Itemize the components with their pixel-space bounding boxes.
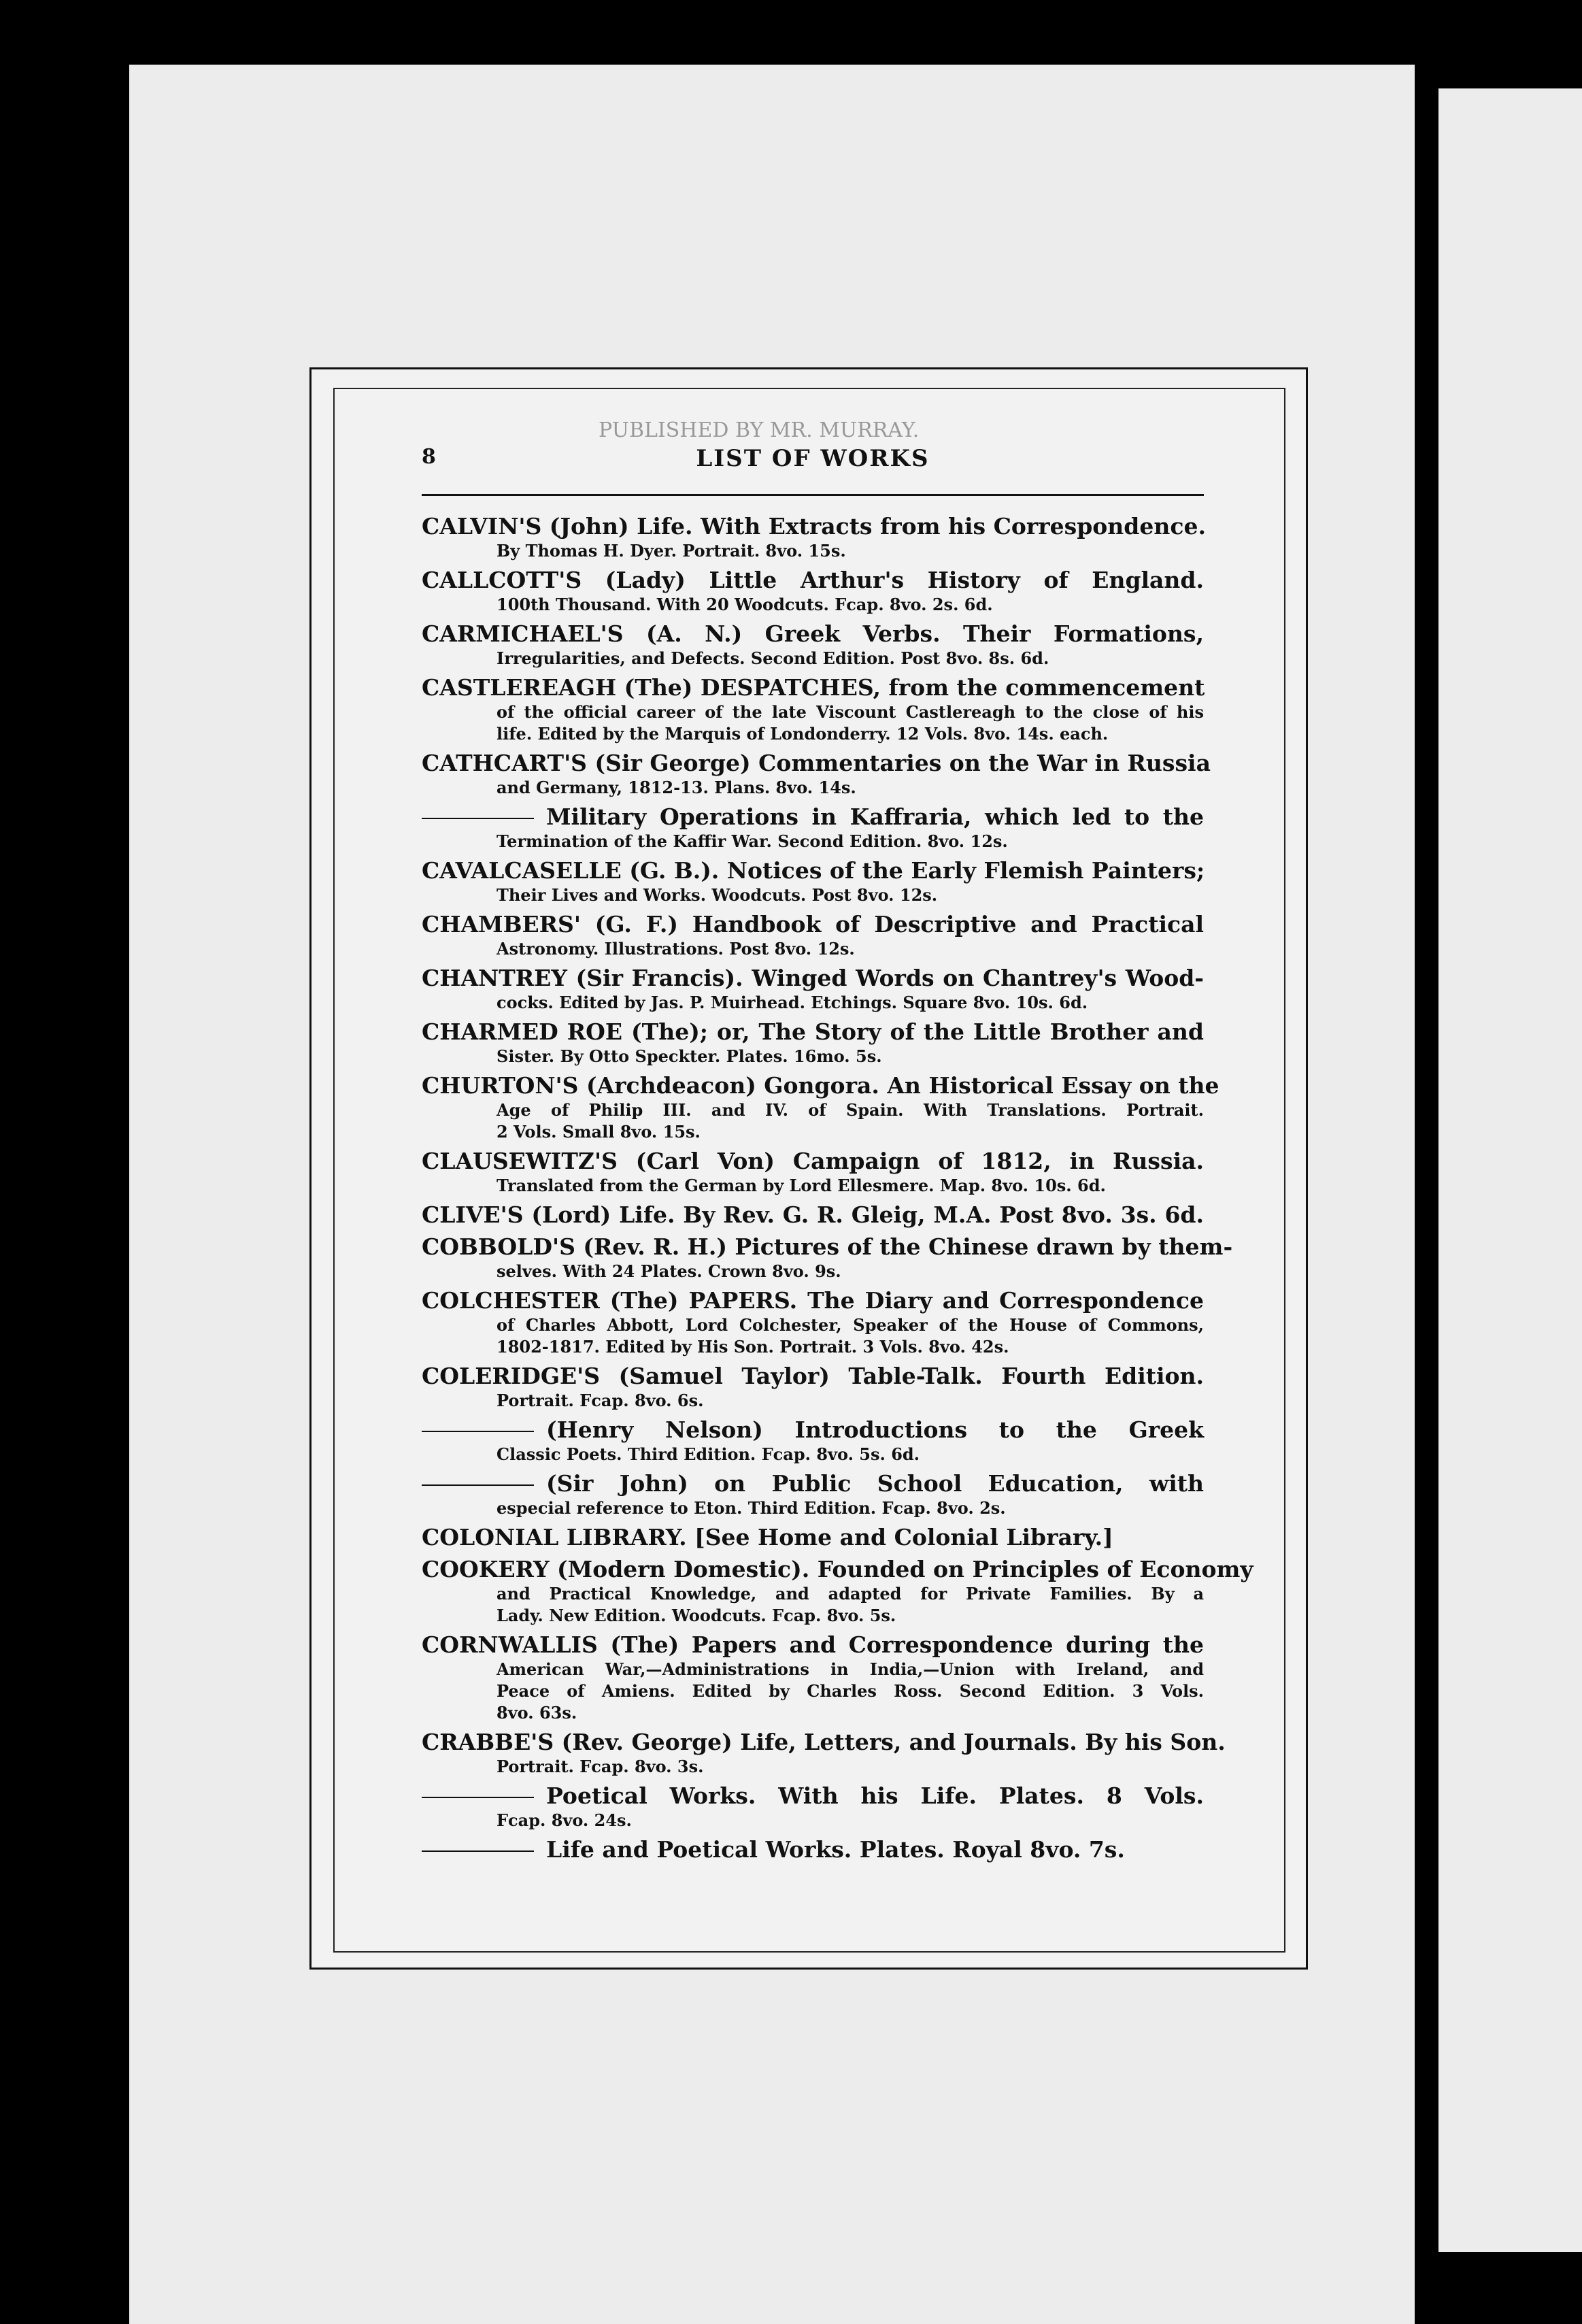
- entry-title-text: COLONIAL LIBRARY. [See Home and Colonial Library.]: [422, 1524, 1113, 1550]
- ditto-dash: [422, 1484, 534, 1486]
- list-item: [422, 1362, 1204, 1412]
- entry-detail: Lady. New Edition. Woodcuts. Fcap. 8vo. 5s.: [497, 1606, 896, 1625]
- entry-title: [422, 803, 1204, 831]
- entry-title-text: CHAMBERS' (G. F.) Handbook of Descriptive and Practical: [422, 911, 1204, 937]
- entry-detail: especial reference to Eton. Third Edition. Fcap. 8vo. 2s.: [497, 1498, 1006, 1518]
- entry-title-text: (Henry Nelson) Introductions to the Greek: [546, 1416, 1204, 1443]
- page-number: 8: [422, 445, 436, 469]
- entry-title: [422, 1286, 1204, 1314]
- entry-detail: and Practical Knowledge, and adapted for Private Families. By a: [497, 1584, 1204, 1604]
- entry-title: [422, 566, 1204, 594]
- entry-title: [422, 964, 1204, 992]
- entry-title: [422, 1233, 1233, 1261]
- entry-title: [422, 1362, 1204, 1390]
- list-item: [422, 1782, 1204, 1831]
- entry-title-text: CATHCART'S (Sir George) Commentaries on the War in Russia: [422, 750, 1211, 776]
- entry-title-text: CALLCOTT'S (Lady) Little Arthur's History of England.: [422, 567, 1204, 593]
- list-item: [422, 1523, 1204, 1551]
- entry-title-text: CASTLEREAGH (The) DESPATCHES, from the commencement: [422, 674, 1205, 701]
- entry-detail: American War,—Administrations in India,—Union with Ireland, and: [497, 1659, 1204, 1679]
- list-item: [422, 1233, 1233, 1282]
- entry-title-text: CRABBE'S (Rev. George) Life, Letters, and Journals. By his Son.: [422, 1729, 1226, 1755]
- entry-title-text: CORNWALLIS (The) Papers and Correspondence during the: [422, 1631, 1204, 1658]
- entry-title: [422, 1728, 1226, 1756]
- entry-detail: Translated from the German by Lord Ellesmere. Map. 8vo. 10s. 6d.: [497, 1176, 1106, 1195]
- list-item: [422, 674, 1204, 745]
- entry-title: [422, 1782, 1204, 1810]
- entry-title-text: Life and Poetical Works. Plates. Royal 8vo. 7s.: [546, 1836, 1125, 1863]
- page-content: [422, 435, 1253, 1868]
- entry-title-text: (Sir John) on Public School Education, with: [546, 1470, 1204, 1497]
- entry-detail: Peace of Amiens. Edited by Charles Ross. Second Edition. 3 Vols.: [497, 1681, 1204, 1701]
- entry-title-text: CALVIN'S (John) Life. With Extracts from his Correspondence.: [422, 513, 1206, 540]
- entry-title: [422, 749, 1211, 777]
- entry-title-text: CHURTON'S (Archdeacon) Gongora. An Historical Essay on the: [422, 1072, 1219, 1099]
- entry-detail: Sister. By Otto Speckter. Plates. 16mo. 5s.: [497, 1046, 882, 1066]
- entry-detail: Fcap. 8vo. 24s.: [497, 1810, 632, 1830]
- list-item: [422, 1728, 1226, 1778]
- list-item: [422, 1416, 1204, 1465]
- entry-detail: Portrait. Fcap. 8vo. 6s.: [497, 1391, 704, 1410]
- entry-title: [422, 1201, 1204, 1229]
- entry-title-text: COLCHESTER (The) PAPERS. The Diary and Correspondence: [422, 1287, 1204, 1314]
- page-header: [422, 435, 1204, 476]
- entry-title: [422, 857, 1204, 884]
- ditto-dash: [422, 1850, 534, 1852]
- list-item: [422, 1201, 1204, 1229]
- list-item: [422, 1470, 1204, 1519]
- entry-title-text: COBBOLD'S (Rev. R. H.) Pictures of the Chinese drawn by them-: [422, 1233, 1233, 1260]
- entry-title: [422, 674, 1204, 701]
- list-item: [422, 910, 1204, 960]
- entry-detail: cocks. Edited by Jas. P. Muirhead. Etchings. Square 8vo. 10s. 6d.: [497, 993, 1088, 1012]
- entry-detail: Irregularities, and Defects. Second Edition. Post 8vo. 8s. 6d.: [497, 648, 1049, 668]
- entry-title-text: Military Operations in Kaffraria, which led to the: [546, 803, 1204, 830]
- entry-detail: Portrait. Fcap. 8vo. 3s.: [497, 1757, 704, 1776]
- list-item: [422, 1018, 1204, 1067]
- entry-detail: life. Edited by the Marquis of Londonderry. 12 Vols. 8vo. 14s. each.: [497, 724, 1109, 744]
- entry-detail: Age of Philip III. and IV. of Spain. With Translations. Portrait.: [497, 1100, 1204, 1120]
- entry-title-text: CLIVE'S (Lord) Life. By Rev. G. R. Gleig, M.A. Post 8vo. 3s. 6d.: [422, 1201, 1204, 1228]
- entry-detail: selves. With 24 Plates. Crown 8vo. 9s.: [497, 1261, 841, 1281]
- entry-detail: Their Lives and Works. Woodcuts. Post 8vo. 12s.: [497, 885, 938, 905]
- list-item: [422, 1147, 1204, 1197]
- entry-detail: Astronomy. Illustrations. Post 8vo. 12s.: [497, 939, 855, 959]
- list-item: [422, 512, 1204, 562]
- entry-detail: 100th Thousand. With 20 Woodcuts. Fcap. 8vo. 2s. 6d.: [497, 595, 993, 614]
- list-item: [422, 1555, 1253, 1627]
- list-item: [422, 566, 1204, 616]
- list-item: [422, 964, 1204, 1014]
- ditto-dash: [422, 1797, 534, 1798]
- entry-title: [422, 1631, 1204, 1659]
- entry-title: [422, 1555, 1253, 1583]
- entry-title-text: CARMICHAEL'S (A. N.) Greek Verbs. Their Formations,: [422, 620, 1204, 647]
- entry-title: [422, 1072, 1219, 1099]
- list-item: [422, 1286, 1204, 1358]
- entry-title: [422, 910, 1204, 938]
- ditto-dash: [422, 818, 534, 819]
- list-item: [422, 1631, 1204, 1724]
- list-item: [422, 749, 1211, 799]
- bleed-through-text: PUBLISHED BY MR. MURRAY.: [599, 418, 920, 442]
- entry-detail: and Germany, 1812-13. Plans. 8vo. 14s.: [497, 778, 856, 797]
- entry-title: [422, 1416, 1204, 1444]
- entry-detail: 2 Vols. Small 8vo. 15s.: [497, 1122, 701, 1142]
- entry-title-text: COOKERY (Modern Domestic). Founded on Principles of Economy: [422, 1556, 1253, 1582]
- list-item: [422, 1072, 1219, 1143]
- entry-title: [422, 512, 1204, 540]
- entry-title-text: CLAUSEWITZ'S (Carl Von) Campaign of 1812, in Russia.: [422, 1148, 1204, 1174]
- running-title: LIST OF WORKS: [696, 445, 930, 472]
- entry-title: [422, 1018, 1204, 1046]
- list-item: [422, 803, 1204, 852]
- list-item: [422, 620, 1204, 669]
- entry-title-text: COLERIDGE'S (Samuel Taylor) Table-Talk. Fourth Edition.: [422, 1363, 1204, 1389]
- entry-title: [422, 1523, 1204, 1551]
- entry-title: [422, 1470, 1204, 1497]
- entry-title-text: Poetical Works. With his Life. Plates. 8 Vols.: [546, 1782, 1204, 1809]
- header-rule: [422, 494, 1204, 496]
- entry-detail: 1802-1817. Edited by His Son. Portrait. 3 Vols. 8vo. 42s.: [497, 1337, 1009, 1357]
- entry-detail: 8vo. 63s.: [497, 1703, 577, 1723]
- entry-title: [422, 620, 1204, 648]
- entry-detail: Termination of the Kaffir War. Second Edition. 8vo. 12s.: [497, 831, 1008, 851]
- entry-detail: Classic Poets. Third Edition. Fcap. 8vo. 5s. 6d.: [497, 1444, 920, 1464]
- entry-title: [422, 1836, 1204, 1863]
- list-item: [422, 1836, 1204, 1863]
- works-list: [422, 512, 1253, 1863]
- ditto-dash: [422, 1431, 534, 1432]
- entry-detail: of Charles Abbott, Lord Colchester, Speaker of the House of Commons,: [497, 1315, 1204, 1335]
- entry-detail: By Thomas H. Dyer. Portrait. 8vo. 15s.: [497, 541, 846, 561]
- entry-title-text: CHANTREY (Sir Francis). Winged Words on Chantrey's Wood-: [422, 965, 1204, 991]
- entry-title-text: CAVALCASELLE (G. B.). Notices of the Early Flemish Painters;: [422, 857, 1205, 884]
- entry-title-text: CHARMED ROE (The); or, The Story of the Little Brother and: [422, 1018, 1204, 1045]
- facing-page-edge: [1438, 88, 1582, 2252]
- entry-title: [422, 1147, 1204, 1175]
- list-item: [422, 857, 1204, 906]
- entry-detail: of the official career of the late Viscount Castlereagh to the close of his: [497, 702, 1204, 722]
